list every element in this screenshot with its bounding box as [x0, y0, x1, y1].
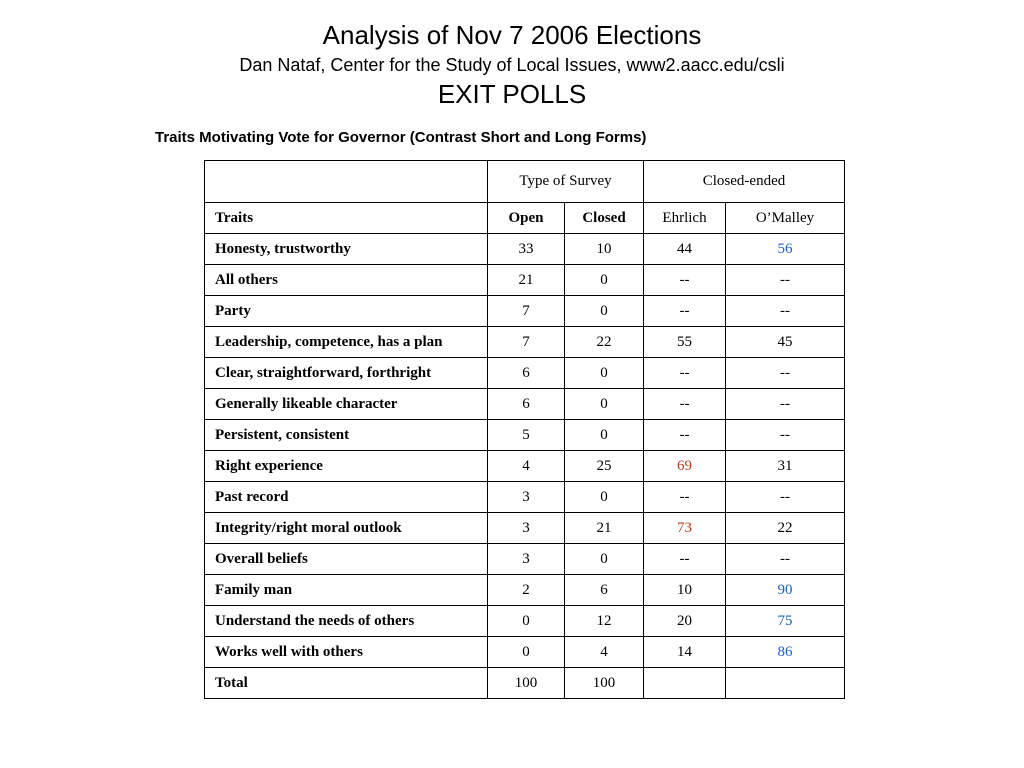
table-row	[205, 265, 845, 296]
cell-ehrlich: 20	[644, 606, 726, 637]
cell-open: 7	[488, 327, 565, 358]
cell-closed: 22	[565, 327, 644, 358]
cell-ehrlich: 14	[644, 637, 726, 668]
cell-open: 3	[488, 482, 565, 513]
table-row	[205, 482, 845, 513]
table-row	[205, 327, 845, 358]
table-row	[205, 296, 845, 327]
cell-ehrlich: --	[644, 296, 726, 327]
traits-table	[204, 160, 845, 699]
cell-closed: 4	[565, 637, 644, 668]
cell-ehrlich: 55	[644, 327, 726, 358]
cell-ehrlich: --	[644, 482, 726, 513]
table-row	[205, 234, 845, 265]
cell-closed: 21	[565, 513, 644, 544]
table-row	[205, 575, 845, 606]
cell-trait: Overall beliefs	[205, 544, 488, 575]
table-row	[205, 668, 845, 699]
cell-trait: Clear, straightforward, forthright	[205, 358, 488, 389]
table-row	[205, 389, 845, 420]
column-header-traits: Traits	[205, 203, 488, 234]
cell-omalley	[726, 668, 845, 699]
cell-closed: 100	[565, 668, 644, 699]
cell-omalley: --	[726, 265, 845, 296]
slide-heading: EXIT POLLS	[437, 79, 587, 109]
cell-omalley: --	[726, 296, 845, 327]
cell-omalley: 90	[726, 575, 845, 606]
cell-closed: 25	[565, 451, 644, 482]
cell-open: 100	[488, 668, 565, 699]
cell-omalley: 45	[726, 327, 845, 358]
cell-closed: 0	[565, 482, 644, 513]
cell-trait: Past record	[205, 482, 488, 513]
cell-ehrlich: --	[644, 358, 726, 389]
cell-trait: Family man	[205, 575, 488, 606]
cell-open: 21	[488, 265, 565, 296]
cell-closed: 0	[565, 296, 644, 327]
column-header-open: Open	[488, 203, 565, 234]
cell-trait: Understand the needs of others	[205, 606, 488, 637]
table-caption: Traits Motivating Vote for Governor (Contrast Short and Long Forms)	[155, 129, 647, 146]
cell-trait: Persistent, consistent	[205, 420, 488, 451]
cell-trait: Works well with others	[205, 637, 488, 668]
cell-open: 2	[488, 575, 565, 606]
cell-open: 7	[488, 296, 565, 327]
table-row	[205, 637, 845, 668]
cell-ehrlich: 10	[644, 575, 726, 606]
cell-ehrlich: --	[644, 420, 726, 451]
cell-closed: 0	[565, 389, 644, 420]
cell-trait: All others	[205, 265, 488, 296]
cell-trait: Right experience	[205, 451, 488, 482]
cell-omalley: --	[726, 544, 845, 575]
cell-ehrlich: 44	[644, 234, 726, 265]
cell-omalley: --	[726, 358, 845, 389]
table-row	[205, 420, 845, 451]
cell-open: 6	[488, 358, 565, 389]
cell-trait: Party	[205, 296, 488, 327]
slide-title: Analysis of Nov 7 2006 Elections	[322, 20, 702, 50]
cell-ehrlich: --	[644, 265, 726, 296]
table-row	[205, 513, 845, 544]
cell-ehrlich: --	[644, 544, 726, 575]
cell-ehrlich: 73	[644, 513, 726, 544]
cell-closed: 6	[565, 575, 644, 606]
cell-open: 0	[488, 606, 565, 637]
column-header-omalley: O’Malley	[726, 203, 845, 234]
table-row	[205, 451, 845, 482]
cell-open: 6	[488, 389, 565, 420]
cell-trait: Total	[205, 668, 488, 699]
group-header-blank	[205, 161, 488, 203]
cell-ehrlich	[644, 668, 726, 699]
table-row	[205, 358, 845, 389]
slide-subtitle: Dan Nataf, Center for the Study of Local Issues, www2.aacc.edu/csli	[239, 55, 785, 75]
cell-closed: 10	[565, 234, 644, 265]
cell-open: 4	[488, 451, 565, 482]
cell-open: 0	[488, 637, 565, 668]
cell-closed: 0	[565, 265, 644, 296]
cell-trait: Generally likeable character	[205, 389, 488, 420]
group-header-closed-ended: Closed-ended	[644, 161, 845, 203]
column-header-closed: Closed	[565, 203, 644, 234]
cell-omalley: 86	[726, 637, 845, 668]
group-header-row	[205, 161, 845, 203]
cell-omalley: 22	[726, 513, 845, 544]
cell-open: 5	[488, 420, 565, 451]
cell-closed: 0	[565, 544, 644, 575]
column-header-row	[205, 203, 845, 234]
cell-closed: 0	[565, 420, 644, 451]
cell-omalley: --	[726, 482, 845, 513]
cell-ehrlich: 69	[644, 451, 726, 482]
cell-omalley: --	[726, 389, 845, 420]
cell-ehrlich: --	[644, 389, 726, 420]
cell-omalley: --	[726, 420, 845, 451]
cell-closed: 0	[565, 358, 644, 389]
cell-open: 3	[488, 544, 565, 575]
table-row	[205, 606, 845, 637]
cell-trait: Honesty, trustworthy	[205, 234, 488, 265]
cell-open: 33	[488, 234, 565, 265]
cell-trait: Integrity/right moral outlook	[205, 513, 488, 544]
cell-open: 3	[488, 513, 565, 544]
cell-trait: Leadership, competence, has a plan	[205, 327, 488, 358]
cell-closed: 12	[565, 606, 644, 637]
cell-omalley: 75	[726, 606, 845, 637]
group-header-type-of-survey: Type of Survey	[488, 161, 644, 203]
cell-omalley: 56	[726, 234, 845, 265]
table-row	[205, 544, 845, 575]
column-header-ehrlich: Ehrlich	[644, 203, 726, 234]
cell-omalley: 31	[726, 451, 845, 482]
